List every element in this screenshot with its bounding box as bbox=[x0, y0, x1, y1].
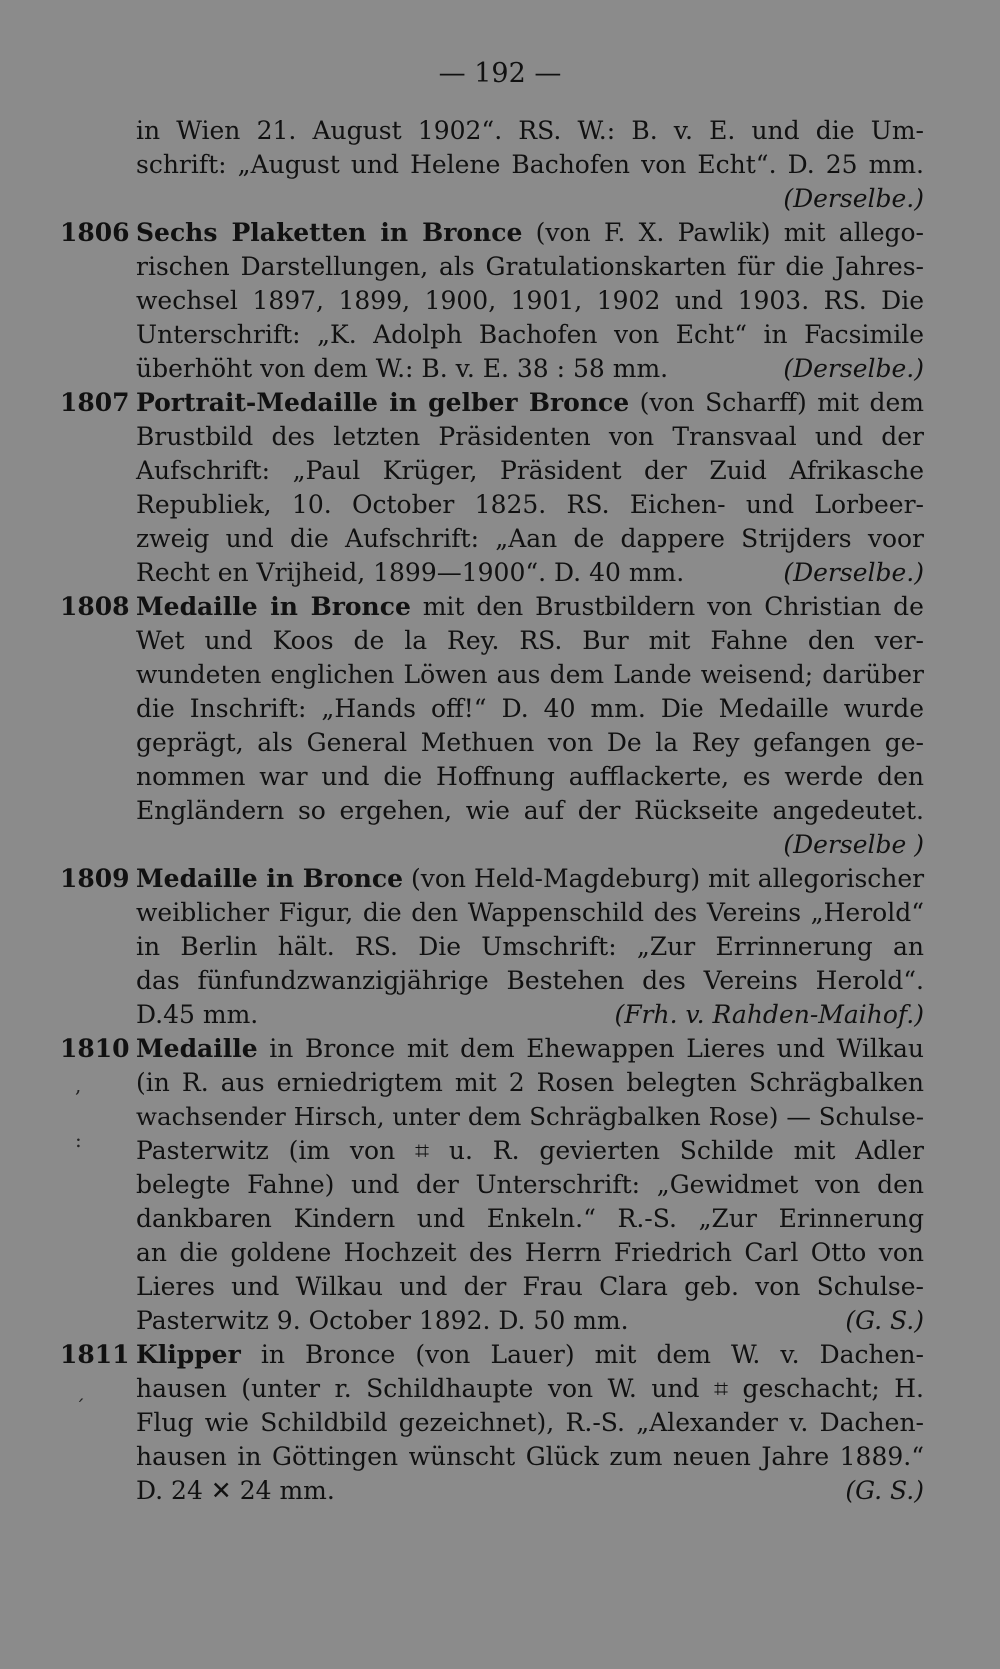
entry-text: D. 24 ✕ 24 mm. bbox=[136, 1476, 335, 1505]
page-number: — 192 — bbox=[438, 58, 562, 89]
text-line: weiblicher Figur, die den Wappenschild des Vereins „Herold“ bbox=[136, 898, 924, 927]
entry-text: in Bronce (von Lauer) mit dem W. v. Dachen- bbox=[240, 1340, 924, 1369]
text-line: in Wien 21. August 1902“. RS. W.: B. v. E. und die Um- bbox=[136, 116, 924, 145]
text-line: Aufschrift: „Paul Krüger, Präsident der Zuid Afrikasche bbox=[136, 456, 924, 485]
text-line: (in R. aus erniedrigtem mit 2 Rosen belegten Schrägbalken bbox=[136, 1068, 924, 1097]
entry-number: 1809 bbox=[60, 864, 130, 893]
text-line: Wet und Koos de la Rey. RS. Bur mit Fahne den ver- bbox=[136, 626, 924, 655]
entry-text: mit den Brustbildern von Christian de bbox=[410, 592, 924, 621]
entry-number: 1808 bbox=[60, 592, 130, 621]
text-line: Unterschrift: „K. Adolph Bachofen von Echt“ in Facsimile bbox=[136, 320, 924, 349]
text-line: Engländern so ergehen, wie auf der Rückseite angedeutet. bbox=[136, 796, 924, 825]
text-line: Flug wie Schildbild gezeichnet), R.-S. „Alexander v. Dachen- bbox=[136, 1408, 924, 1437]
entry-title: Medaille in Bronce bbox=[136, 864, 404, 893]
text-line: wechsel 1897, 1899, 1900, 1901, 1902 und 1903. RS. Die bbox=[136, 286, 924, 315]
source-citation: (Derselbe.) bbox=[783, 558, 924, 587]
text-line bbox=[136, 1473, 924, 1509]
entry-text: überhöht von dem W.: B. v. E. 38 : 58 mm. bbox=[136, 354, 669, 383]
text-line: Lieres und Wilkau und der Frau Clara geb. von Schulse- bbox=[136, 1272, 924, 1301]
source-citation: (G. S.) bbox=[845, 1476, 924, 1505]
entry-first-line bbox=[136, 1337, 924, 1373]
text-line bbox=[136, 1303, 924, 1339]
entry-number: 1811 bbox=[60, 1340, 130, 1369]
text-line: Brustbild des letzten Präsidenten von Transvaal und der bbox=[136, 422, 924, 451]
text-line: wundeten englichen Löwen aus dem Lande weisend; darüber bbox=[136, 660, 924, 689]
entry-title: Medaille bbox=[136, 1034, 258, 1063]
print-speck: ˊ bbox=[75, 1395, 85, 1419]
text-line: nommen war und die Hoffnung aufflackerte, es werde den bbox=[136, 762, 924, 791]
entry-first-line bbox=[136, 589, 924, 625]
entry-text: (von F. X. Pawlik) mit allego- bbox=[522, 218, 924, 247]
entry-text: D.45 mm. bbox=[136, 1000, 259, 1029]
text-line: zweig und die Aufschrift: „Aan de dappere Strijders voor bbox=[136, 524, 924, 553]
text-line: schrift: „August und Helene Bachofen von Echt“. D. 25 mm. bbox=[136, 150, 924, 179]
text-line: an die goldene Hochzeit des Herrn Friedrich Carl Otto von bbox=[136, 1238, 924, 1267]
entry-number: 1806 bbox=[60, 218, 130, 247]
entry-first-line bbox=[136, 1031, 924, 1067]
entry-title: Medaille in Bronce bbox=[136, 592, 411, 621]
entry-title: Portrait-Medaille in gelber Bronce bbox=[136, 388, 630, 417]
text-line bbox=[136, 555, 924, 591]
entry-text: (von Held-Magdeburg) mit allegorischer bbox=[403, 864, 925, 893]
text-line: rischen Darstellungen, als Gratulationskarten für die Jahres- bbox=[136, 252, 924, 281]
entry-text: in Bronce mit dem Ehewappen Lieres und Wilkau bbox=[257, 1034, 924, 1063]
text-line: belegte Fahne) und der Unterschrift: „Gewidmet von den bbox=[136, 1170, 924, 1199]
entry-text: Pasterwitz 9. October 1892. D. 50 mm. bbox=[136, 1306, 629, 1335]
entry-title: Klipper bbox=[136, 1340, 241, 1369]
text-line: in Berlin hält. RS. Die Umschrift: „Zur Errinnerung an bbox=[136, 932, 924, 961]
text-line: die Inschrift: „Hands off!“ D. 40 mm. Die Medaille wurde bbox=[136, 694, 924, 723]
text-line: das fünfundzwanzigjährige Bestehen des Vereins Herold“. bbox=[136, 966, 924, 995]
text-line: dankbaren Kindern und Enkeln.“ R.-S. „Zur Erinnerung bbox=[136, 1204, 924, 1233]
text-line: Republiek, 10. October 1825. RS. Eichen- und Lorbeer- bbox=[136, 490, 924, 519]
print-speck: , bbox=[75, 1073, 82, 1097]
text-line: hausen in Göttingen wünscht Glück zum neuen Jahre 1889.“ bbox=[136, 1442, 924, 1471]
text-line: Pasterwitz (im von ⌗ u. R. gevierten Schilde mit Adler bbox=[136, 1136, 924, 1165]
entry-text: Recht en Vrijheid, 1899—1900“. D. 40 mm. bbox=[136, 558, 685, 587]
text-line bbox=[136, 997, 924, 1033]
text-line: geprägt, als General Methuen von De la Rey gefangen ge- bbox=[136, 728, 924, 757]
entry-number: 1810 bbox=[60, 1034, 130, 1063]
source-citation: (Frh. v. Rahden-Maihof.) bbox=[614, 1000, 924, 1029]
source-citation: (Derselbe.) bbox=[783, 184, 924, 213]
source-citation: (G. S.) bbox=[845, 1306, 924, 1335]
source-citation: (Derselbe ) bbox=[783, 830, 924, 859]
print-speck: : bbox=[75, 1128, 82, 1152]
entry-first-line bbox=[136, 861, 924, 897]
entry-text: (von Scharff) mit dem bbox=[629, 388, 924, 417]
entry-first-line bbox=[136, 385, 924, 421]
text-line: wachsender Hirsch, unter dem Schrägbalken Rose) — Schulse- bbox=[136, 1102, 924, 1131]
entry-first-line bbox=[136, 215, 924, 251]
entry-number: 1807 bbox=[60, 388, 130, 417]
text-line bbox=[136, 351, 924, 387]
entry-title: Sechs Plaketten in Bronce bbox=[136, 218, 523, 247]
source-citation: (Derselbe.) bbox=[783, 354, 924, 383]
text-line: hausen (unter r. Schildhaupte von W. und ⌗ geschacht; H. bbox=[136, 1374, 924, 1403]
